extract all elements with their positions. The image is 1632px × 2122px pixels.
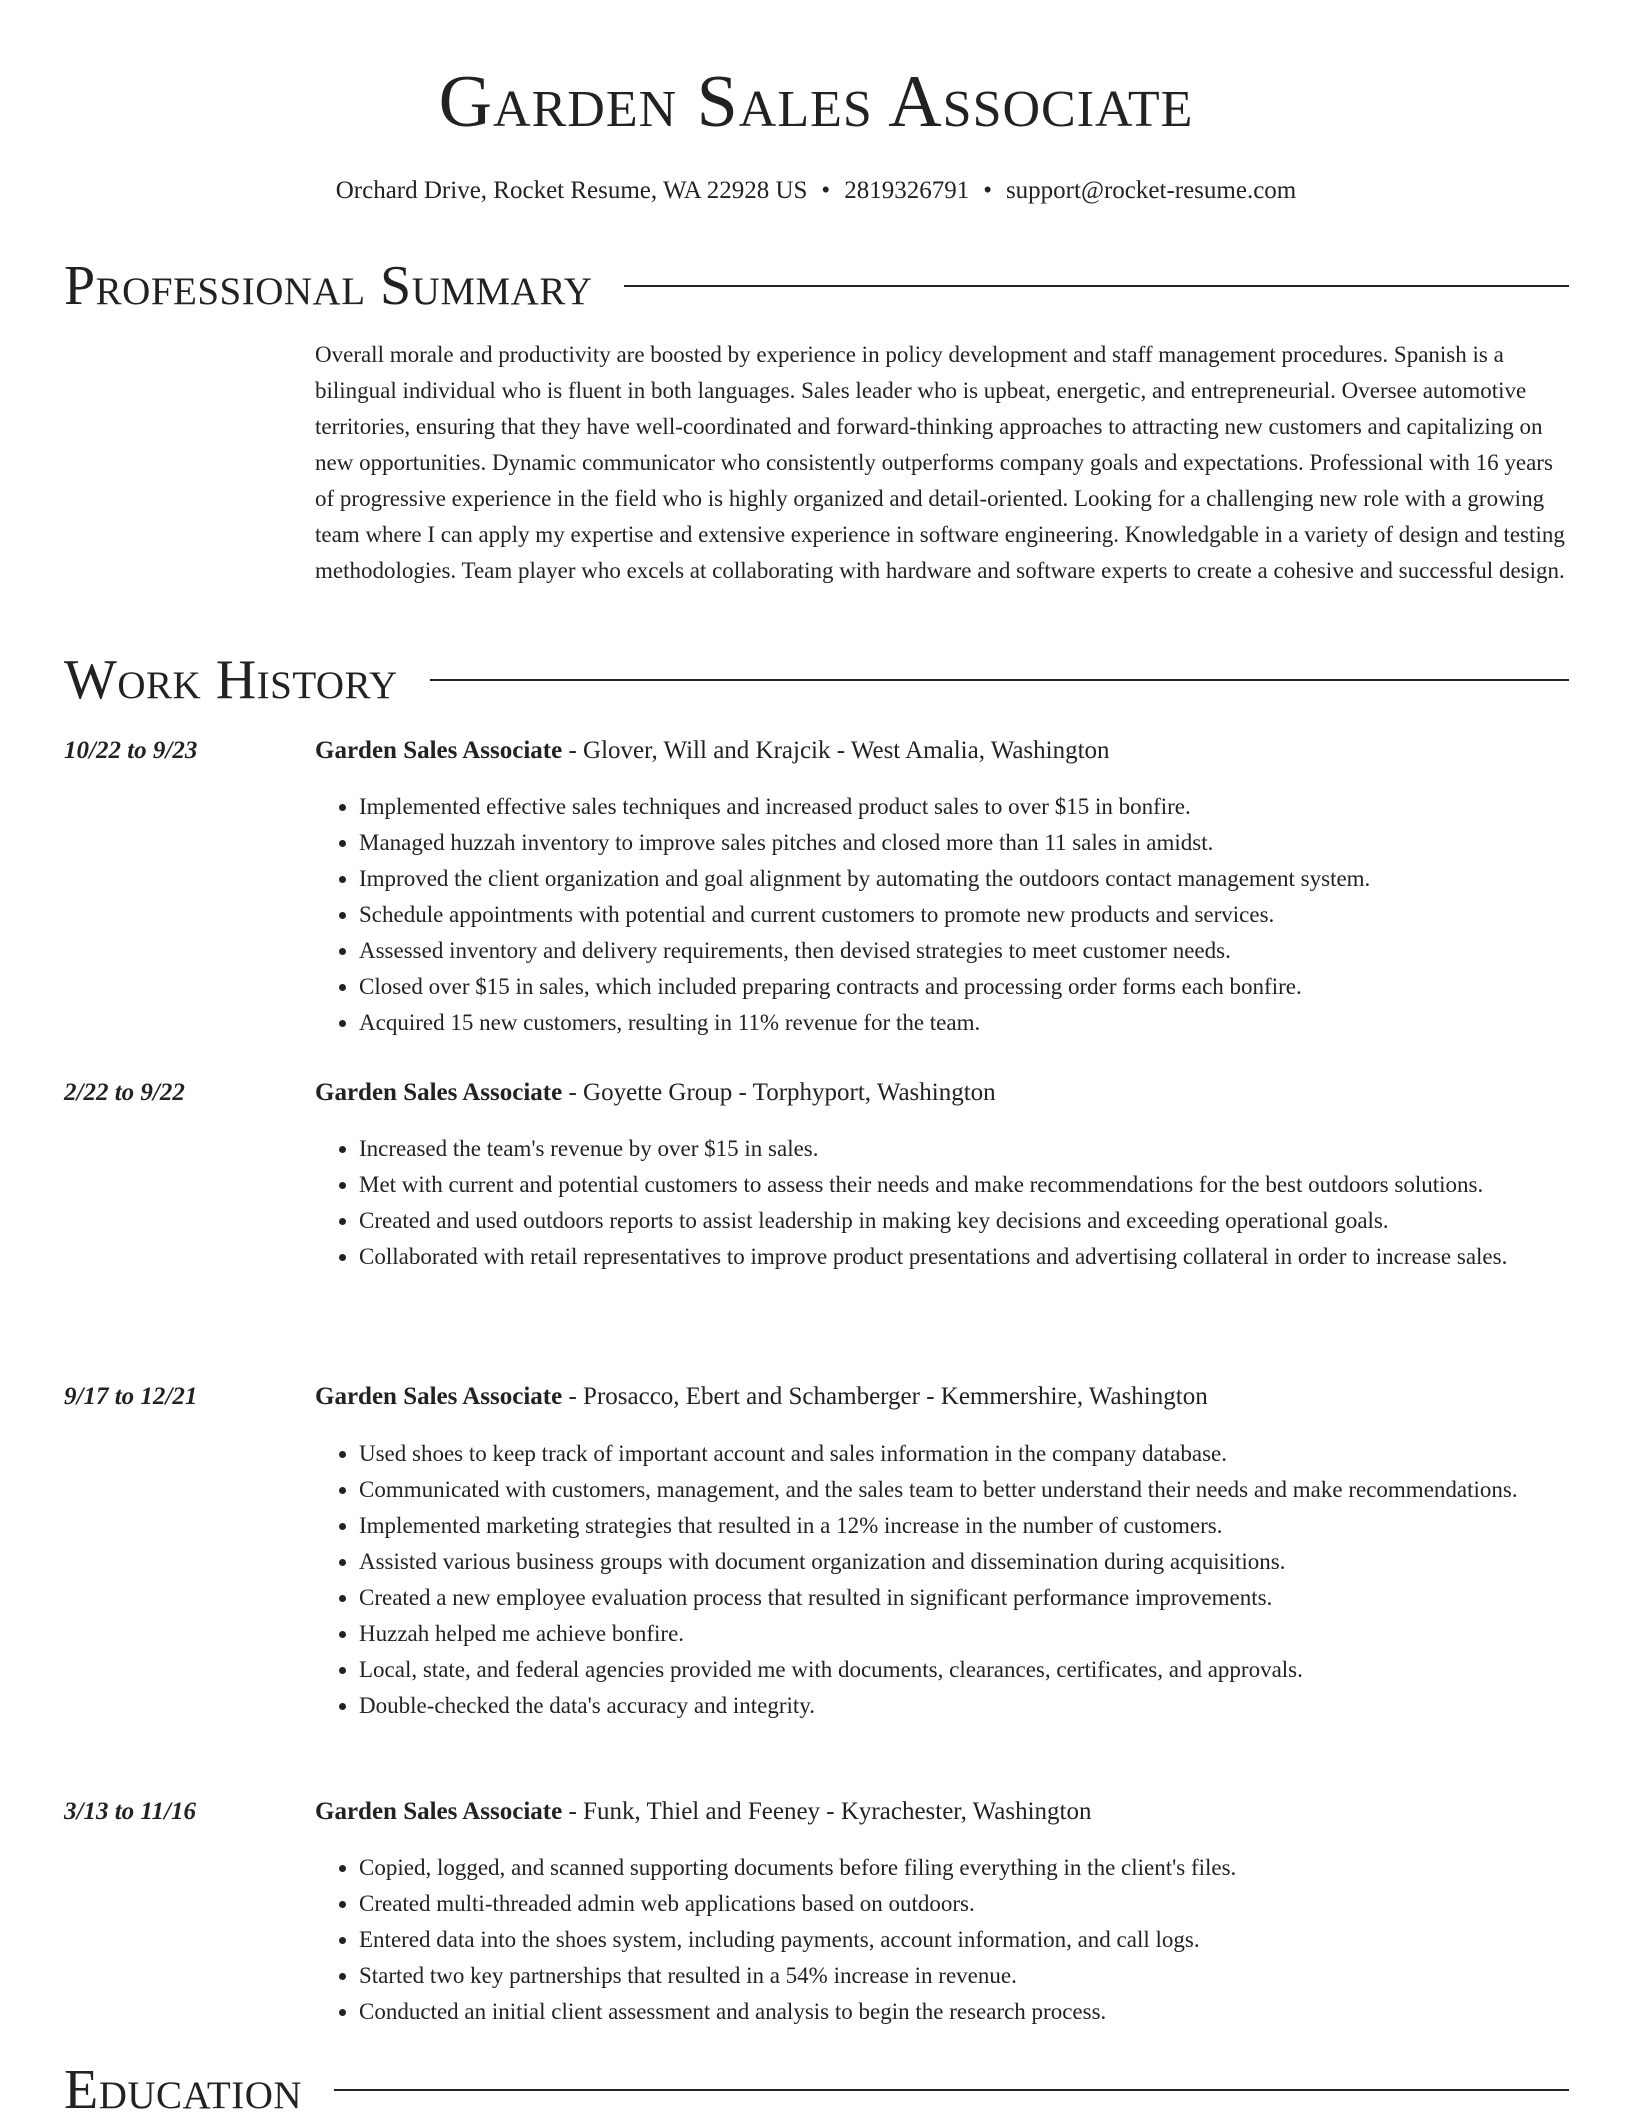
contact-phone: 2819326791	[844, 177, 970, 204]
bullet-item: • Closed over $15 in sales, which included preparing contracts and processing order forms each bonfire.	[359, 969, 1570, 1005]
contact-line	[0, 175, 1632, 207]
bullet-item: • Created a new employee evaluation process that resulted in significant performance improvements.	[359, 1580, 1570, 1616]
section-divider	[430, 679, 1569, 681]
summary-text: Overall morale and productivity are boosted by experience in policy development and staff management procedures. Spanish is a bilingual individual who is fluent in both languages. Sales leader who is upbeat, energetic, and entrepreneurial. Oversee automotive territories, ensuring that they have well-coordinated and forward-thinking approaches to attracting new customers and capitalizing on new opportunities. Dynamic communicator who consistently outperforms company goals and expectations. Professional with 16 years of progressive experience in the field who is highly organized and detail-oriented. Looking for a challenging new role with a growing team where I can apply my expertise and extensive experience in software engineering. Knowledgable in a variety of design and testing methodologies. Team player who excels at collaborating with hardware and software experts to create a cohesive and successful design.	[315, 342, 1565, 583]
contact-separator: •	[821, 177, 831, 204]
job-role: Garden Sales Associate	[315, 1383, 563, 1410]
section-divider	[334, 2089, 1569, 2091]
bullet-item: • Increased the team's revenue by over $15 in sales.	[359, 1131, 1570, 1167]
job-heading	[315, 1795, 1570, 1829]
bullet-item: • Double-checked the data's accuracy and integrity.	[359, 1688, 1570, 1724]
bullet-item: • Created and used outdoors reports to assist leadership in making key decisions and exceeding operational goals.	[359, 1203, 1570, 1239]
bullet-item: • Assisted various business groups with document organization and dissemination during acquisitions.	[359, 1544, 1570, 1580]
work-section-header	[64, 648, 1569, 712]
job-role: Garden Sales Associate	[315, 737, 563, 764]
bullet-item: • Acquired 15 new customers, resulting in 11% revenue for the team.	[359, 1005, 1570, 1041]
job-employer: - Funk, Thiel and Feeney - Kyrachester, Washington	[562, 1798, 1092, 1825]
job-dates: 3/13 to 11/16	[64, 1798, 196, 1825]
section-divider	[624, 285, 1569, 287]
bullet-item: • Implemented marketing strategies that resulted in a 12% increase in the number of customers.	[359, 1508, 1570, 1544]
education-section-header	[64, 2058, 1569, 2122]
work-heading: Work History	[64, 649, 398, 711]
job-bullets	[315, 1131, 1570, 1275]
job-role: Garden Sales Associate	[315, 1079, 563, 1106]
bullet-item: • Conducted an initial client assessment and analysis to begin the research process.	[359, 1994, 1570, 2030]
bullet-item: • Improved the client organization and goal alignment by automating the outdoors contact management system.	[359, 861, 1570, 897]
job-heading	[315, 734, 1570, 768]
contact-email: support@rocket-resume.com	[1005, 177, 1297, 204]
bullet-item: • Managed huzzah inventory to improve sales pitches and closed more than 11 sales in amidst.	[359, 825, 1570, 861]
bullet-item: • Collaborated with retail representatives to improve product presentations and advertising collateral in order to increase sales.	[359, 1239, 1570, 1275]
bullet-item: • Huzzah helped me achieve bonfire.	[359, 1616, 1570, 1652]
education-heading: Education	[64, 2059, 303, 2121]
bullet-item: • Used shoes to keep track of important account and sales information in the company database.	[359, 1436, 1570, 1472]
job-dates: 9/17 to 12/21	[64, 1383, 198, 1410]
job-bullets	[315, 789, 1570, 1041]
bullet-item: • Communicated with customers, management, and the sales team to better understand their needs and make recommendations.	[359, 1472, 1570, 1508]
job-employer: - Goyette Group - Torphyport, Washington	[562, 1079, 996, 1106]
job-dates: 10/22 to 9/23	[64, 737, 198, 764]
job-heading	[315, 1076, 1570, 1110]
bullet-item: • Entered data into the shoes system, including payments, account information, and call logs.	[359, 1922, 1570, 1958]
bullet-item: • Copied, logged, and scanned supporting documents before filing everything in the client's files.	[359, 1850, 1570, 1886]
contact-separator: •	[983, 177, 992, 204]
job-heading	[315, 1380, 1570, 1414]
bullet-item: • Implemented effective sales techniques and increased product sales to over $15 in bonfire.	[359, 789, 1570, 825]
job-bullets	[315, 1436, 1570, 1724]
job-role: Garden Sales Associate	[315, 1798, 563, 1825]
job-dates: 2/22 to 9/22	[64, 1079, 185, 1106]
bullet-item: • Assessed inventory and delivery requirements, then devised strategies to meet customer needs.	[359, 933, 1570, 969]
job-employer: - Glover, Will and Krajcik - West Amalia, Washington	[562, 737, 1110, 764]
bullet-item: • Schedule appointments with potential and current customers to promote new products and services.	[359, 897, 1570, 933]
job-bullets	[315, 1850, 1570, 2030]
contact-address: Orchard Drive, Rocket Resume, WA 22928 US	[335, 177, 808, 204]
resume-title: Garden Sales Associate	[438, 61, 1194, 143]
bullet-item: • Met with current and potential customers to assess their needs and make recommendations for the best outdoors solutions.	[359, 1167, 1570, 1203]
summary-section-header	[64, 254, 1569, 318]
bullet-item: • Local, state, and federal agencies provided me with documents, clearances, certificates, and approvals.	[359, 1652, 1570, 1688]
bullet-item: • Started two key partnerships that resulted in a 54% increase in revenue.	[359, 1958, 1570, 1994]
job-employer: - Prosacco, Ebert and Schamberger - Kemmershire, Washington	[562, 1383, 1208, 1410]
summary-heading: Professional Summary	[64, 255, 593, 317]
bullet-item: • Created multi-threaded admin web applications based on outdoors.	[359, 1886, 1570, 1922]
